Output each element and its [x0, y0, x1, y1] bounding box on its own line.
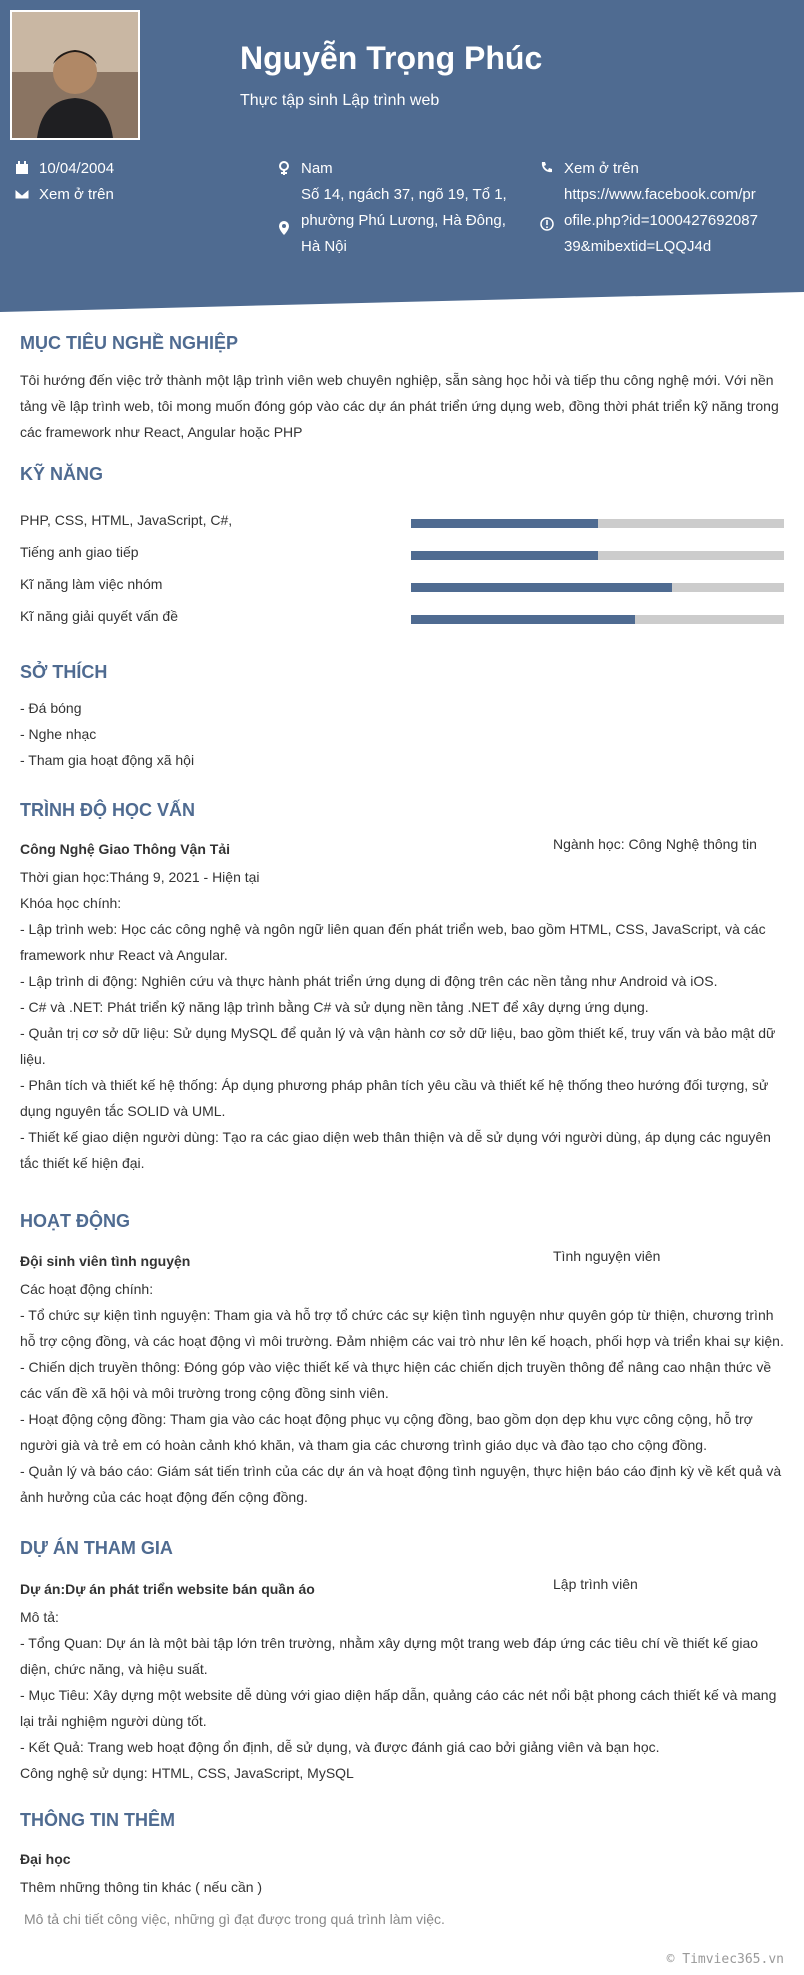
project-line: - Kết Quả: Trang web hoạt động ổn định, dễ sử dụng, và được đánh giá cao bởi giảng viên và bạn học.: [20, 1739, 660, 1755]
activities-title: HOẠT ĐỘNG: [20, 1211, 130, 1231]
activity-position: Tình nguyện viên: [553, 1248, 661, 1264]
project-role: Lập trình viên: [553, 1576, 638, 1592]
skill-row: [20, 572, 784, 598]
extra-title: THÔNG TIN THÊM: [20, 1810, 175, 1830]
phone-icon: [540, 158, 554, 172]
skill-bar: [411, 583, 784, 592]
location-pin-icon: [277, 218, 291, 232]
objective-title: MỤC TIÊU NGHỀ NGHIỆP: [20, 333, 239, 353]
address: Số 14, ngách 37, ngõ 19, Tổ 1, phường Phú Lương, Hà Đông, Hà Nội: [301, 186, 507, 255]
activity-line: - Tổ chức sự kiện tình nguyện: Tham gia và hỗ trợ tổ chức các sự kiện tình nguyện như quyên góp từ thiện, chương trình hỗ trợ cộng đồng, và các hoạt động vì môi trường. Đảm nhiệm các vai trò như lên kế hoạch, phối hợp và triển khai sự kiện.: [20, 1307, 784, 1349]
calendar-icon: [15, 158, 29, 172]
gender-icon: [277, 158, 291, 172]
project-line: Công nghệ sử dụng: HTML, CSS, JavaScript, MySQL: [20, 1765, 354, 1781]
skill-bar-fill: [411, 519, 598, 528]
skill-bar-fill: [411, 551, 598, 560]
activity-line: - Hoạt động cộng đồng: Tham gia vào các hoạt động phục vụ cộng đồng, bao gồm dọn dẹp khu vực công cộng, hỗ trợ người già và trẻ em có hoàn cảnh khó khăn, và tham gia các chương trình giáo dục và đào tạo cho cộng đồng.: [20, 1411, 753, 1453]
project-line: Mô tả:: [20, 1609, 59, 1625]
objective-text: Tôi hướng đến việc trở thành một lập trình viên web chuyên nghiệp, sẵn sàng học hỏi và tiếp thu công nghệ mới. Với nền tảng về lập trình web, tôi mong muốn đóng góp vào các dự án phát triển ứng dụng web, đồng thời phát triển kỹ năng trong các framework như React, Angular hoặc PHP: [20, 372, 779, 440]
hobby-item: - Đá bóng: [20, 700, 82, 716]
extra-heading: Đại học: [20, 1851, 71, 1867]
skill-name: PHP, CSS, HTML, JavaScript, C#,: [20, 512, 233, 528]
hobbies-title: SỞ THÍCH: [20, 662, 108, 682]
candidate-role: Thực tập sinh Lập trình web: [240, 92, 440, 109]
project-name: Dự án:Dự án phát triển website bán quần áo: [20, 1581, 315, 1597]
skill-bar: [411, 519, 784, 528]
skill-name: Kĩ năng giải quyết vấn đề: [20, 608, 179, 624]
education-line: - Thiết kế giao diện người dùng: Tạo ra các giao diện web thân thiện và dễ sử dụng với người dùng, áp dụng các nguyên tắc thiết kế hiện đại.: [20, 1129, 771, 1171]
gender-row: [277, 156, 527, 182]
activity-line: Các hoạt động chính:: [20, 1281, 154, 1297]
info-col-1: [15, 156, 235, 208]
education-line: - Phân tích và thiết kế hệ thống: Áp dụng phương pháp phân tích yêu cầu và thiết kế hệ thống theo hướng đối tượng, sử dụng nguyên tắc SOLID và UML.: [20, 1077, 769, 1119]
skill-bar: [411, 615, 784, 624]
activity-line: - Quản lý và báo cáo: Giám sát tiến trình của các dự án và hoạt động tình nguyện, thực hiện báo cáo định kỳ về kết quả và ảnh hưởng của các hoạt động đến cộng đồng.: [20, 1463, 782, 1505]
skills-title: KỸ NĂNG: [20, 464, 104, 484]
address-row: [277, 182, 527, 260]
email: Xem ở trên: [39, 186, 114, 203]
projects-title: DỰ ÁN THAM GIA: [20, 1538, 173, 1558]
education-line: Thời gian học:Tháng 9, 2021 - Hiện tại: [20, 869, 260, 885]
education-line: - Quản trị cơ sở dữ liệu: Sử dụng MySQL để quản lý và vận hành cơ sở dữ liệu, bao gồm thiết kế, truy vấn và bảo mật dữ liệu.: [20, 1025, 776, 1067]
education-school: Công Nghệ Giao Thông Vận Tải: [20, 841, 230, 857]
birthdate-row: [15, 156, 235, 182]
envelope-icon: [15, 184, 29, 198]
education-details: [20, 864, 784, 1176]
email-row: [15, 182, 235, 208]
education-line: - Lập trình di động: Nghiên cứu và thực hành phát triển ứng dụng di động trên các nền tảng như Android và iOS.: [20, 973, 718, 989]
skill-name: Tiếng anh giao tiếp: [20, 544, 139, 560]
candidate-name: Nguyễn Trọng Phúc: [240, 40, 543, 76]
education-line: - Lập trình web: Học các công nghệ và ngôn ngữ liên quan đến phát triển web, bao gồm HTML, CSS, JavaScript, và các framework như React và Angular.: [20, 921, 766, 963]
skill-row: [20, 540, 784, 566]
hobby-item: - Tham gia hoạt động xã hội: [20, 752, 195, 768]
skill-bar-fill: [411, 615, 635, 624]
education-line: Khóa học chính:: [20, 895, 122, 911]
info-col-2: [277, 156, 527, 260]
skill-bar-fill: [411, 583, 672, 592]
extra-description: Mô tả chi tiết công việc, những gì đạt được trong quá trình làm việc.: [24, 1911, 445, 1927]
hobby-item: - Nghe nhạc: [20, 726, 97, 742]
phone: Xem ở trên: [564, 160, 639, 177]
project-line: - Mục Tiêu: Xây dựng một website dễ dùng với giao diện hấp dẫn, quảng cáo các nét nổi bật phong cách thiết kế và mang lại trải nghiệm người dùng tốt.: [20, 1687, 777, 1729]
activity-org: Đội sinh viên tình nguyện: [20, 1253, 191, 1269]
facebook-row: [540, 182, 770, 260]
facebook-link[interactable]: https://www.facebook.com/profile.php?id=100042769208739&mibextid=LQQJ4d: [564, 186, 758, 255]
activity-line: - Chiến dịch truyền thông: Đóng góp vào việc thiết kế và thực hiện các chiến dịch truyền thông để nâng cao nhận thức về các vấn đề xã hội và môi trường trong cộng đồng sinh viên.: [20, 1359, 772, 1401]
phone-row: [540, 156, 770, 182]
birthdate: 10/04/2004: [39, 160, 115, 177]
education-title: TRÌNH ĐỘ HỌC VẤN: [20, 800, 195, 820]
education-major: Ngành học: Công Nghệ thông tin: [553, 836, 757, 852]
project-details: [20, 1604, 784, 1786]
project-line: - Tổng Quan: Dự án là một bài tập lớn trên trường, nhằm xây dựng một trang web đáp ứng các tiêu chí về thiết kế giao diện, chức năng, và hiệu suất.: [20, 1635, 759, 1677]
skill-bar: [411, 551, 784, 560]
info-circle-icon: [540, 214, 554, 228]
activity-details: [20, 1276, 784, 1510]
extra-line: Thêm những thông tin khác ( nếu cần ): [20, 1879, 263, 1895]
education-line: - C# và .NET: Phát triển kỹ năng lập trình bằng C# và sử dụng nền tảng .NET để xây dựng ứng dụng.: [20, 999, 649, 1015]
skill-name: Kĩ năng làm việc nhóm: [20, 576, 163, 592]
info-col-3: [540, 156, 770, 260]
hobbies-list: [20, 695, 784, 773]
skill-row: [20, 604, 784, 630]
skill-row: [20, 508, 784, 534]
footer-watermark: © Timviec365.vn: [666, 1952, 784, 1967]
gender: Nam: [301, 160, 333, 177]
avatar: [10, 10, 140, 140]
